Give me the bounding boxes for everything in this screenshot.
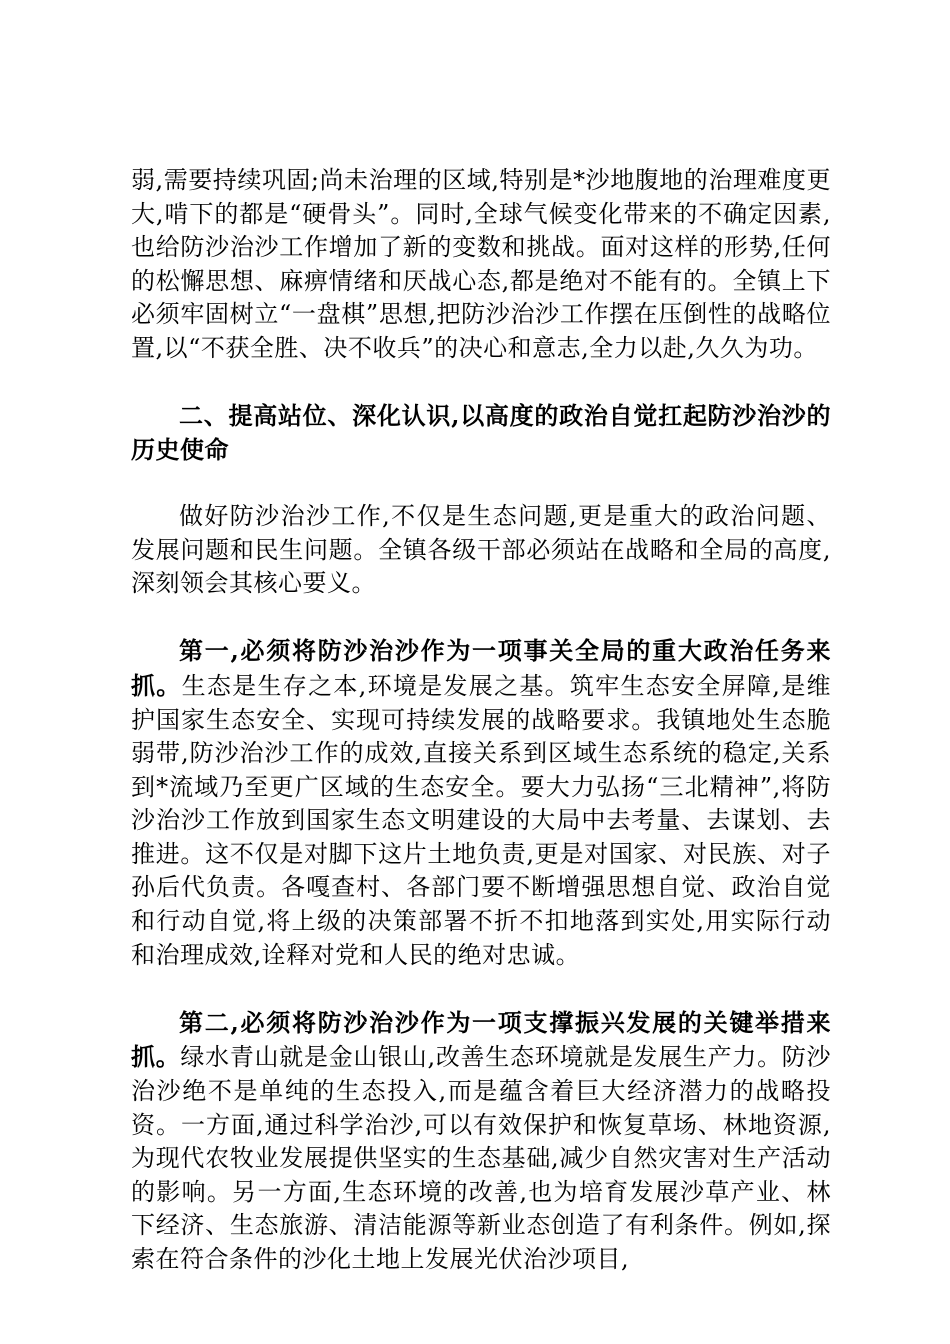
first-point-body: 生态是生存之本,环境是发展之基。筑牢生态安全屏障,是维护国家生态安全、实现可持续发展的战略要求。我镇地处生态脆弱带,防沙治沙工作的成效,直接关系到区域生态系统的稳定,关系到*流域乃至更广区域的生态安全。要大力弘扬“三北精神”,将防沙治沙工作放到国家生态文明建设的大局中去考量、去谋划、去推进。这不仅是对脚下这片土地负责,更是对国家、对民族、对子孙后代负责。各嘎查村、各部门要不断增强思想自觉、政治自觉和行动自觉,将上级的决策部署不折不扣地落到实处,用实际行动和治理成效,诠释对党和人民的绝对忠诚。 [131,671,831,969]
second-point-lead: 第二,必须将防沙治沙作为一项支撑振兴发展的关键举措来抓。 [131,1007,831,1072]
paragraph-second-point [131,1006,831,1277]
paragraph-continuation: 弱,需要持续巩固;尚未治理的区域,特别是*沙地腹地的治理难度更大,啃下的都是“硬骨头”。同时,全球气候变化带来的不确定因素,也给防沙治沙工作增加了新的变数和挑战。面对这样的形势,任何的松懈思想、麻痹情绪和厌战心态,都是绝对不能有的。全镇上下必须牢固树立“一盘棋”思想,把防沙治沙工作摆在压倒性的战略位置,以“不获全胜、决不收兵”的决心和意志,全力以赴,久久为功。 [131,166,831,362]
paragraph-intro: 做好防沙治沙工作,不仅是生态问题,更是重大的政治问题、发展问题和民生问题。全镇各级干部必须站在战略和全局的高度,深刻领会其核心要义。 [131,501,831,598]
first-point-lead: 第一,必须将防沙治沙作为一项事关全局的重大政治任务来抓。 [131,636,831,700]
section-heading-2: 二、提高站位、深化认识,以高度的政治自觉扛起防沙治沙的历史使命 [131,401,831,464]
paragraph-first-point [131,634,831,972]
document-body [131,164,831,1277]
second-point-body: 绿水青山就是金山银山,改善生态环境就是发展生产力。防沙治沙绝不是单纯的生态投入,而是蕴含着巨大经济潜力的战略投资。一方面,通过科学治沙,可以有效保护和恢复草场、林地资源,为现代农牧业发展提供坚实的生态基础,减少自然灾害对生产活动的影响。另一方面,生态环境的改善,也为培育发展沙草产业、林下经济、生态旅游、清洁能源等新业态创造了有利条件。例如,探索在符合条件的沙化土地上发展光伏治沙项目, [131,1043,831,1273]
